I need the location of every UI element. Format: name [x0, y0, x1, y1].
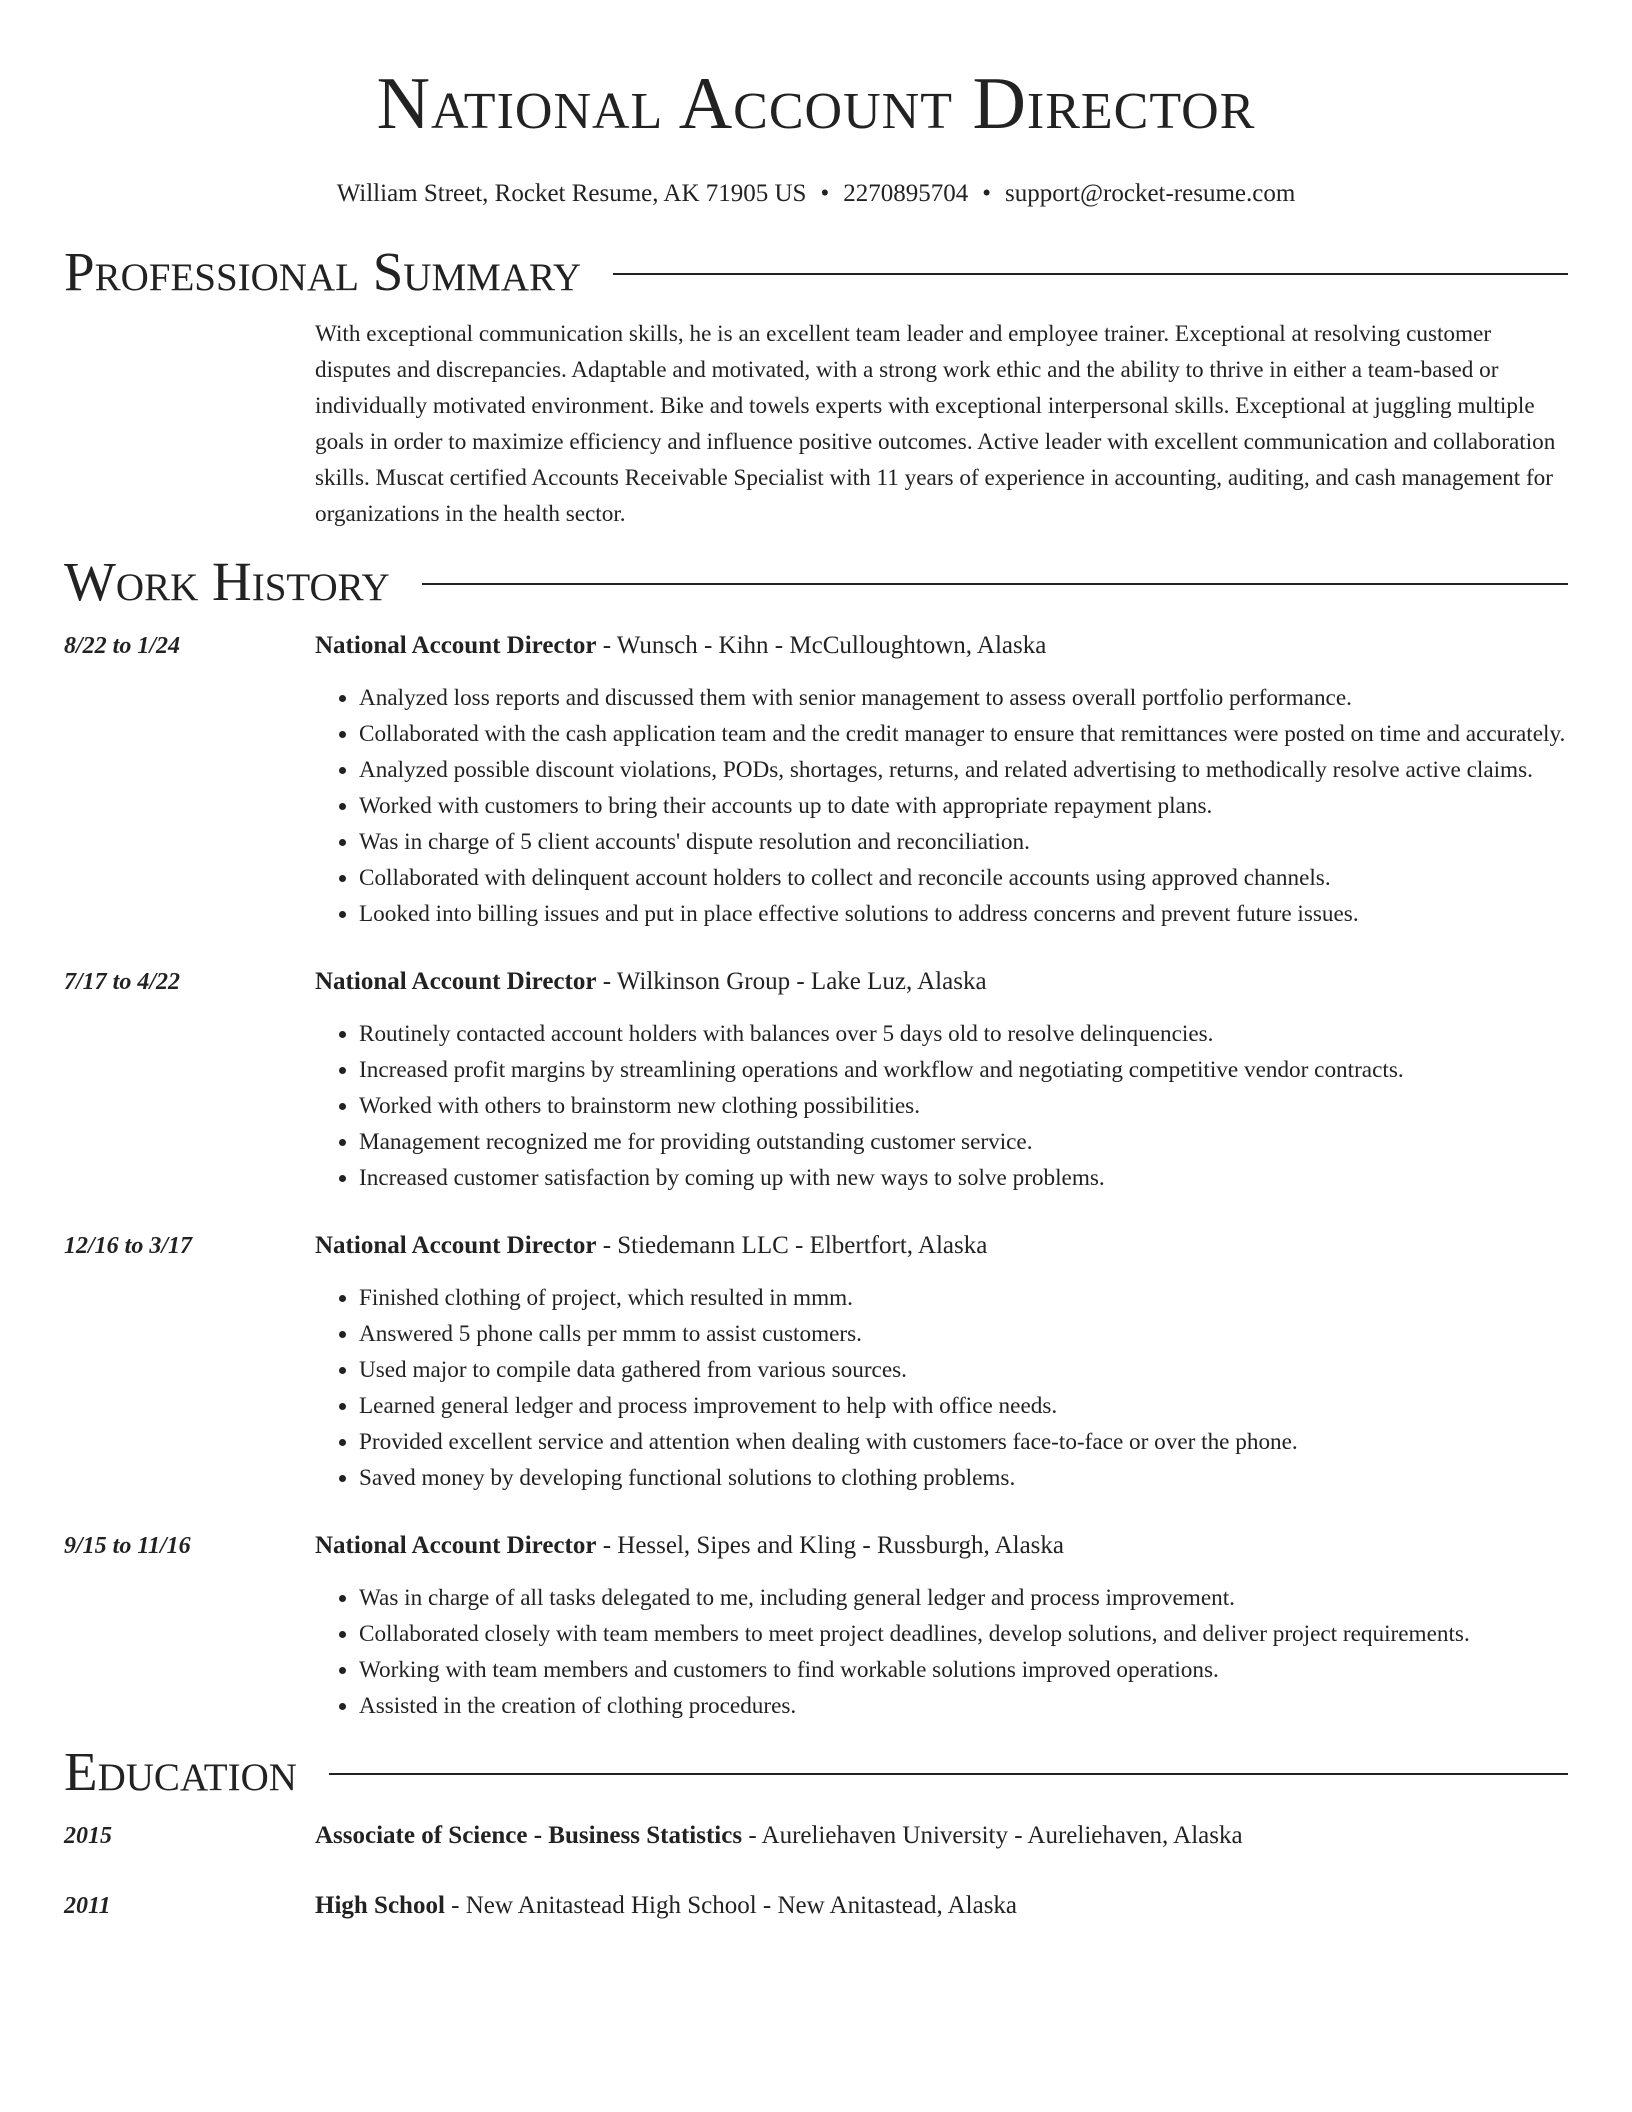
job-title: National Account Director [315, 968, 597, 995]
education-section-header [64, 1740, 1568, 1804]
job-bullet: • Worked with customers to bring their accounts up to date with appropriate repayment plans. [359, 788, 1568, 824]
job-title: National Account Director [315, 1232, 597, 1259]
job-bullets [315, 1280, 1568, 1496]
job-bullet: • Was in charge of 5 client accounts' dispute resolution and reconciliation. [359, 824, 1568, 860]
job-bullet: • Routinely contacted account holders with balances over 5 days old to resolve delinquencies. [359, 1016, 1568, 1052]
job-details: - Stiedemann LLC - Elbertfort, Alaska [596, 1232, 988, 1259]
education-details: - New Anitastead High School - New Anitastead, Alaska [444, 1892, 1018, 1919]
education-title-line [315, 1818, 1568, 1854]
job-title-line [315, 964, 1568, 1000]
contact-address: William Street, Rocket Resume, AK 71905 US [336, 180, 807, 207]
job-bullet: • Collaborated closely with team members to meet project deadlines, develop solutions, and deliver project requirements. [359, 1616, 1568, 1652]
job-bullet: • Used major to compile data gathered from various sources. [359, 1352, 1568, 1388]
job-body [315, 1228, 1568, 1496]
job-bullet: • Finished clothing of project, which resulted in mmm. [359, 1280, 1568, 1316]
job-bullet: • Management recognized me for providing outstanding customer service. [359, 1124, 1568, 1160]
job-details: - Hessel, Sipes and Kling - Russburgh, Alaska [596, 1532, 1065, 1559]
job-bullet: • Analyzed possible discount violations, PODs, shortages, returns, and related advertising to methodically resolve active claims. [359, 752, 1568, 788]
job-bullet: • Collaborated with delinquent account holders to collect and reconcile accounts using approved channels. [359, 860, 1568, 896]
education-title-line [315, 1888, 1568, 1924]
contact-phone: 2270895704 [843, 180, 969, 207]
education-body [315, 1818, 1568, 1854]
job-entry [64, 1228, 1568, 1496]
job-bullets [315, 1016, 1568, 1196]
job-dates: 9/15 to 11/16 [64, 1533, 191, 1559]
job-bullet: • Answered 5 phone calls per mmm to assist customers. [359, 1316, 1568, 1352]
job-dates: 8/22 to 1/24 [64, 633, 181, 659]
job-bullet: • Assisted in the creation of clothing procedures. [359, 1688, 1568, 1724]
job-details: - Wilkinson Group - Lake Luz, Alaska [596, 968, 987, 995]
job-dates: 7/17 to 4/22 [64, 969, 181, 995]
section-divider [422, 583, 1568, 585]
education-degree: Associate of Science - Business Statistics [315, 1822, 743, 1849]
job-bullet: • Worked with others to brainstorm new clothing possibilities. [359, 1088, 1568, 1124]
summary-heading: Professional Summary [64, 241, 582, 302]
job-entry [64, 964, 1568, 1196]
job-bullet: • Looked into billing issues and put in place effective solutions to address concerns and prevent future issues. [359, 896, 1568, 932]
education-details: - Aureliehaven University - Aureliehaven, Alaska [742, 1822, 1243, 1849]
job-bullet: • Was in charge of all tasks delegated to me, including general ledger and process improvement. [359, 1580, 1568, 1616]
resume-name: National Account Director [376, 63, 1256, 145]
education-year: 2011 [64, 1893, 111, 1919]
job-title: National Account Director [315, 1532, 597, 1559]
education-entry [64, 1818, 1568, 1854]
contact-separator: • [820, 180, 830, 207]
job-bullet: • Increased customer satisfaction by coming up with new ways to solve problems. [359, 1160, 1568, 1196]
contact-line [64, 178, 1568, 210]
job-bullet: • Learned general ledger and process improvement to help with office needs. [359, 1388, 1568, 1424]
section-divider [613, 273, 1568, 275]
job-title-line [315, 628, 1568, 664]
contact-email[interactable]: support@rocket-resume.com [1005, 180, 1296, 207]
job-bullet: • Increased profit margins by streamlining operations and workflow and negotiating competitive vendor contracts. [359, 1052, 1568, 1088]
job-bullet: • Collaborated with the cash application team and the credit manager to ensure that remittances were posted on time and accurately. [359, 716, 1568, 752]
job-body [315, 1528, 1568, 1724]
job-title-line [315, 1528, 1568, 1564]
work-section-header [64, 550, 1568, 614]
job-bullets [315, 1580, 1568, 1724]
job-bullet: • Provided excellent service and attention when dealing with customers face-to-face or over the phone. [359, 1424, 1568, 1460]
job-bullet: • Saved money by developing functional solutions to clothing problems. [359, 1460, 1568, 1496]
job-title-line [315, 1228, 1568, 1264]
education-year: 2015 [64, 1823, 112, 1849]
job-bullets [315, 680, 1568, 932]
education-heading: Education [64, 1741, 297, 1802]
job-bullet: • Analyzed loss reports and discussed them with senior management to assess overall portfolio performance. [359, 680, 1568, 716]
summary-text: With exceptional communication skills, he is an excellent team leader and employee trainer. Exceptional at resolving customer disputes and discrepancies. Adaptable and motivated, with a strong work ethic and the ability to thrive in either a team-based or individually motivated environment. Bike and towels experts with exceptional interpersonal skills. Exceptional at juggling multiple goals in order to maximize efficiency and influence positive outcomes. Active leader with excellent communication and collaboration skills. Muscat certified Accounts Receivable Specialist with 11 years of experience in accounting, auditing, and cash management for organizations in the health sector. [315, 321, 1556, 527]
contact-separator: • [982, 180, 991, 207]
job-dates: 12/16 to 3/17 [64, 1233, 193, 1259]
resume-page [64, 0, 1568, 1924]
job-entry [64, 1528, 1568, 1724]
job-body [315, 964, 1568, 1196]
section-divider [329, 1773, 1568, 1775]
education-entry [64, 1888, 1568, 1924]
job-body [315, 628, 1568, 932]
job-entry [64, 628, 1568, 932]
summary-section-header [64, 240, 1568, 304]
education-body [315, 1888, 1568, 1924]
job-title: National Account Director [315, 632, 597, 659]
job-bullet: • Working with team members and customers to find workable solutions improved operations. [359, 1652, 1568, 1688]
education-degree: High School [315, 1892, 445, 1919]
job-details: - Wunsch - Kihn - McCulloughtown, Alaska [596, 632, 1047, 659]
work-heading: Work History [64, 551, 390, 612]
